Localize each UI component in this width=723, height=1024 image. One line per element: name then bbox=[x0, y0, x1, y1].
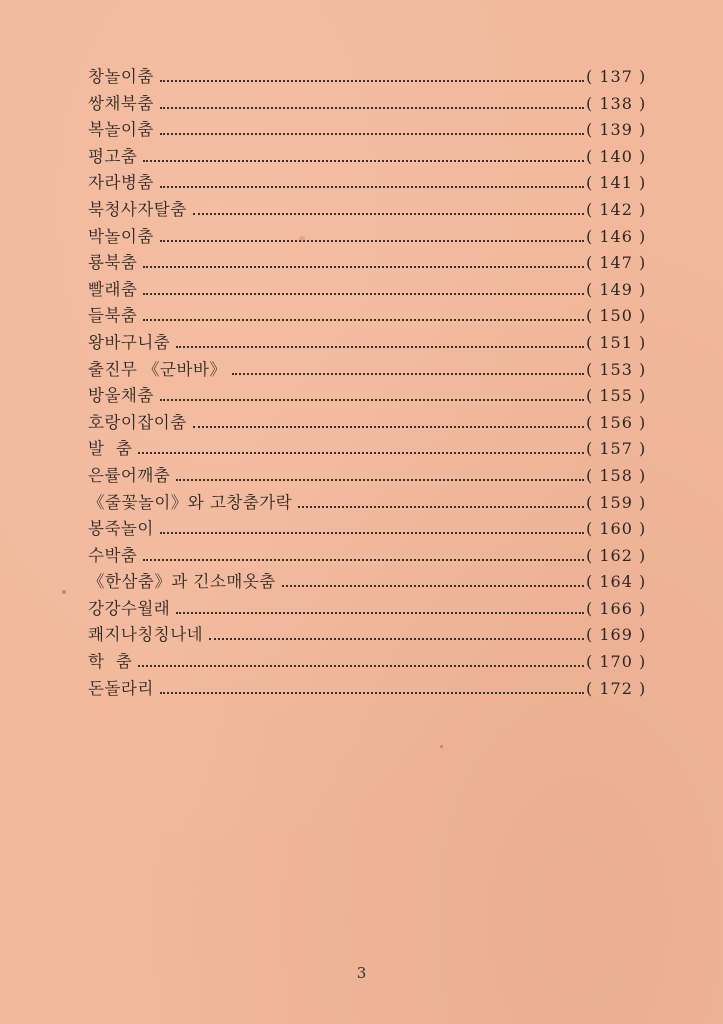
toc-entry-title: 강강수월래 bbox=[88, 598, 171, 618]
toc-entry[interactable] bbox=[88, 117, 648, 144]
toc-entry-page: ( 172 ) bbox=[586, 678, 647, 698]
toc-entry[interactable] bbox=[88, 569, 648, 596]
toc-entry[interactable] bbox=[88, 303, 648, 330]
dot-leader bbox=[160, 398, 584, 401]
dot-leader bbox=[143, 292, 584, 295]
toc-entry-page: ( 164 ) bbox=[586, 572, 647, 592]
toc-entry-title: 쌍채북춤 bbox=[88, 93, 154, 113]
toc-entry[interactable] bbox=[88, 383, 648, 410]
toc-entry-page: ( 139 ) bbox=[586, 120, 647, 140]
toc-entry-title: 돈돌라리 bbox=[88, 678, 154, 698]
toc-entry-page: ( 146 ) bbox=[586, 226, 647, 246]
toc-entry[interactable] bbox=[88, 622, 648, 649]
toc-entry-page: ( 141 ) bbox=[586, 173, 647, 193]
toc-entry-title: 봉죽놀이 bbox=[88, 519, 154, 539]
toc-entry[interactable] bbox=[88, 436, 648, 463]
dot-leader bbox=[143, 159, 584, 162]
toc-entry-title: 쾌지나칭칭나네 bbox=[88, 625, 204, 645]
toc-entry[interactable] bbox=[88, 64, 648, 91]
toc-entry[interactable] bbox=[88, 330, 648, 357]
toc-entry[interactable] bbox=[88, 250, 648, 277]
dot-leader bbox=[160, 691, 584, 694]
toc-entry[interactable] bbox=[88, 463, 648, 490]
toc-entry-page: ( 160 ) bbox=[586, 519, 647, 539]
toc-entry-title: 복놀이춤 bbox=[88, 120, 154, 140]
dot-leader bbox=[160, 239, 584, 242]
toc-entry-title: 《한삼춤》과 긴소매옷춤 bbox=[88, 572, 276, 592]
toc-entry[interactable] bbox=[88, 224, 648, 251]
dot-leader bbox=[209, 637, 584, 640]
toc-entry-title: 자라병춤 bbox=[88, 173, 154, 193]
toc-entry-title: 은률어깨춤 bbox=[88, 465, 171, 485]
toc-entry-page: ( 157 ) bbox=[586, 439, 647, 459]
dot-leader bbox=[160, 106, 584, 109]
toc-entry-page: ( 151 ) bbox=[586, 332, 647, 352]
toc-entry-page: ( 159 ) bbox=[586, 492, 647, 512]
dot-leader bbox=[138, 664, 584, 667]
paper-speck bbox=[299, 236, 305, 242]
toc-entry[interactable] bbox=[88, 410, 648, 437]
toc-entry-title: 룡북춤 bbox=[88, 253, 138, 273]
toc-entry-title: 출진무 《군바바》 bbox=[88, 359, 227, 379]
toc-entry-title: 왕바구니춤 bbox=[88, 332, 171, 352]
toc-entry[interactable] bbox=[88, 91, 648, 118]
toc-entry[interactable] bbox=[88, 170, 648, 197]
dot-leader bbox=[143, 265, 584, 268]
dot-leader bbox=[298, 505, 584, 508]
toc-entry-page: ( 162 ) bbox=[586, 545, 647, 565]
dot-leader bbox=[160, 185, 584, 188]
dot-leader bbox=[232, 372, 584, 375]
dot-leader bbox=[176, 345, 584, 348]
dot-leader bbox=[176, 611, 584, 614]
dot-leader bbox=[143, 318, 584, 321]
dot-leader bbox=[176, 478, 584, 481]
toc-entry[interactable] bbox=[88, 543, 648, 570]
toc-entry-page: ( 147 ) bbox=[586, 253, 647, 273]
toc-entry-page: ( 156 ) bbox=[586, 412, 647, 432]
paper-speck bbox=[62, 590, 66, 594]
dot-leader bbox=[138, 451, 584, 454]
toc-entry[interactable] bbox=[88, 490, 648, 517]
toc-entry-page: ( 150 ) bbox=[586, 306, 647, 326]
toc-entry-page: ( 153 ) bbox=[586, 359, 647, 379]
toc-entry[interactable] bbox=[88, 649, 648, 676]
toc-entry-page: ( 155 ) bbox=[586, 386, 647, 406]
dot-leader bbox=[160, 132, 584, 135]
toc-entry[interactable] bbox=[88, 676, 648, 703]
toc-entry[interactable] bbox=[88, 277, 648, 304]
toc-entry-page: ( 138 ) bbox=[586, 93, 647, 113]
page-number: 3 bbox=[356, 964, 367, 982]
toc-entry-page: ( 137 ) bbox=[586, 67, 647, 86]
toc-entry[interactable] bbox=[88, 197, 648, 224]
toc-entry-title: 학 춤 bbox=[88, 652, 133, 672]
dot-leader bbox=[160, 79, 584, 82]
toc-entry[interactable] bbox=[88, 516, 648, 543]
toc-entry-title: 수박춤 bbox=[88, 545, 138, 565]
dot-leader bbox=[160, 531, 584, 534]
toc-entry-page: ( 158 ) bbox=[586, 465, 647, 485]
toc-entry-title: 박놀이춤 bbox=[88, 226, 154, 246]
toc-entry-title: 발 춤 bbox=[88, 439, 133, 459]
toc-entry-title: 들북춤 bbox=[88, 306, 138, 326]
toc-entry[interactable] bbox=[88, 596, 648, 623]
toc-entry-title: 창놀이춤 bbox=[88, 67, 154, 86]
toc-entry-page: ( 140 ) bbox=[586, 146, 647, 166]
toc-entry[interactable] bbox=[88, 144, 648, 171]
table-of-contents bbox=[88, 64, 648, 702]
toc-entry-page: ( 149 ) bbox=[586, 279, 647, 299]
toc-entry-title: 방울채춤 bbox=[88, 386, 154, 406]
toc-entry-title: 호랑이잡이춤 bbox=[88, 412, 187, 432]
dot-leader bbox=[282, 584, 584, 587]
dot-leader bbox=[193, 212, 584, 215]
toc-entry-page: ( 169 ) bbox=[586, 625, 647, 645]
toc-entry-page: ( 170 ) bbox=[586, 652, 647, 672]
toc-entry-title: 북청사자탈춤 bbox=[88, 199, 187, 219]
toc-entry-title: 빨래춤 bbox=[88, 279, 138, 299]
dot-leader bbox=[193, 425, 584, 428]
toc-entry[interactable] bbox=[88, 357, 648, 384]
toc-entry-page: ( 142 ) bbox=[586, 199, 647, 219]
dot-leader bbox=[143, 558, 584, 561]
toc-entry-page: ( 166 ) bbox=[586, 598, 647, 618]
toc-entry-title: 《줄꽃놀이》와 고창춤가락 bbox=[88, 492, 293, 512]
paper-speck bbox=[440, 745, 443, 748]
toc-entry-title: 평고춤 bbox=[88, 146, 138, 166]
